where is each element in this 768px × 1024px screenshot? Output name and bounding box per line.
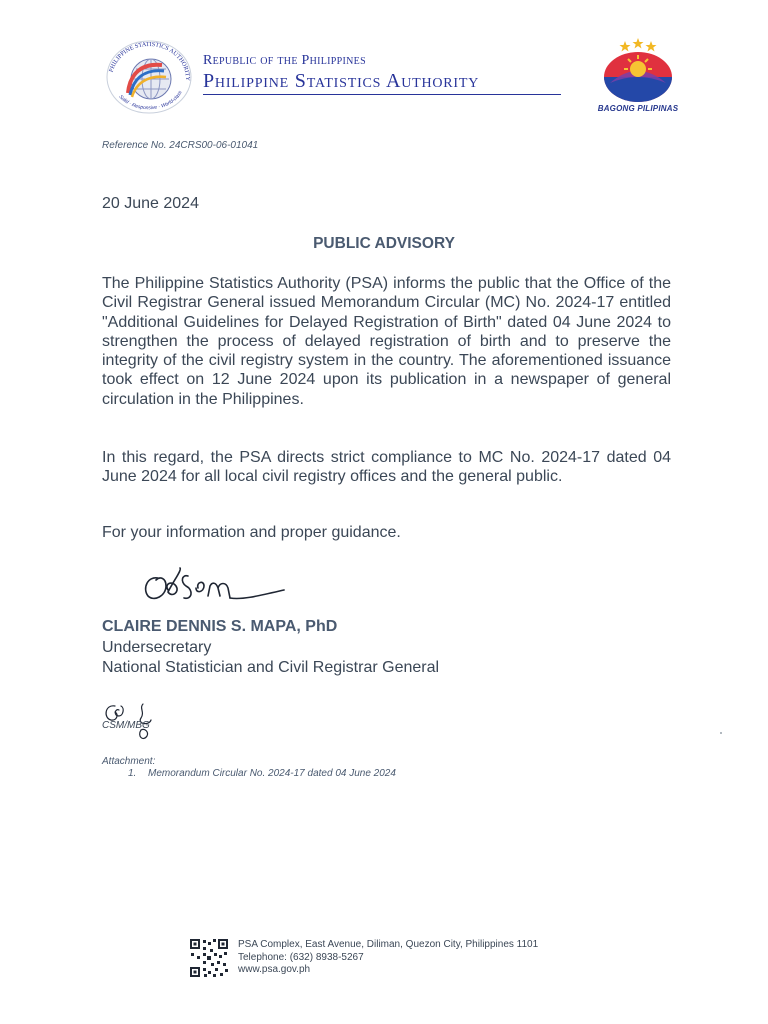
logo-arc-top-text: PHILIPPINE STATISTICS AUTHORITY — [107, 40, 192, 81]
footer-address: PSA Complex, East Avenue, Diliman, Quezon City, Philippines 1101 — [238, 939, 539, 950]
document-date: 20 June 2024 — [102, 195, 199, 212]
header-underline — [203, 94, 561, 95]
document-title: PUBLIC ADVISORY — [313, 235, 455, 252]
bagong-pilipinas-label: BAGONG PILIPINAS — [597, 104, 679, 113]
closing-line: For your information and proper guidance. — [102, 524, 401, 541]
footer-website: www.psa.gov.ph — [238, 964, 311, 975]
header-title-block — [203, 53, 561, 95]
attachment-item — [128, 768, 396, 779]
footer-contact — [238, 939, 538, 977]
attachment-item-text: Memorandum Circular No. 2024-17 dated 04 June 2024 — [148, 768, 396, 779]
signatory-office: National Statistician and Civil Registrar General — [102, 658, 440, 676]
attachment-label: Attachment: — [102, 756, 156, 767]
body-paragraph-1: The Philippine Statistics Authority (PSA) informs the public that the Office of the Civil Registrar General issued Memorandum Circular (MC) No. 2024-17 entitled "Additional Guidelines for Delayed Registration of Birth" dated 04 June 2024 to strengthen the process of delayed registration of birth and to preserve the integrity of the civil registry system in the country. The aforementioned issuance took effect on 12 June 2024 upon its publication in a newspaper of general circulation in the Philippines. — [102, 275, 671, 408]
signatory-titles — [102, 638, 439, 677]
logo-arc-bottom-text: Solid · Responsive · World-class — [117, 90, 184, 112]
qr-code-icon — [189, 938, 229, 978]
scan-speck — [720, 732, 722, 734]
header-republic: Republic of the Philippines — [203, 53, 366, 68]
handwritten-signature — [138, 560, 288, 608]
attachment-item-number: 1. — [128, 768, 137, 779]
initials-reference: CSM/MBG — [102, 720, 150, 731]
signatory-name: CLAIRE DENNIS S. MAPA, PhD — [102, 618, 338, 635]
reference-number: Reference No. 24CRS00-06-01041 — [102, 140, 259, 151]
signatory-position: Undersecretary — [102, 639, 212, 656]
psa-seal-logo — [100, 37, 198, 115]
header-agency-name: Philippine Statistics Authority — [203, 70, 480, 92]
bagong-pilipinas-logo — [600, 37, 676, 105]
footer-telephone: Telephone: (632) 8938-5267 — [238, 951, 364, 963]
body-paragraph-2: In this regard, the PSA directs strict compliance to MC No. 2024-17 dated 04 June 2024 for all local civil registry offices and the general public. — [102, 449, 671, 486]
